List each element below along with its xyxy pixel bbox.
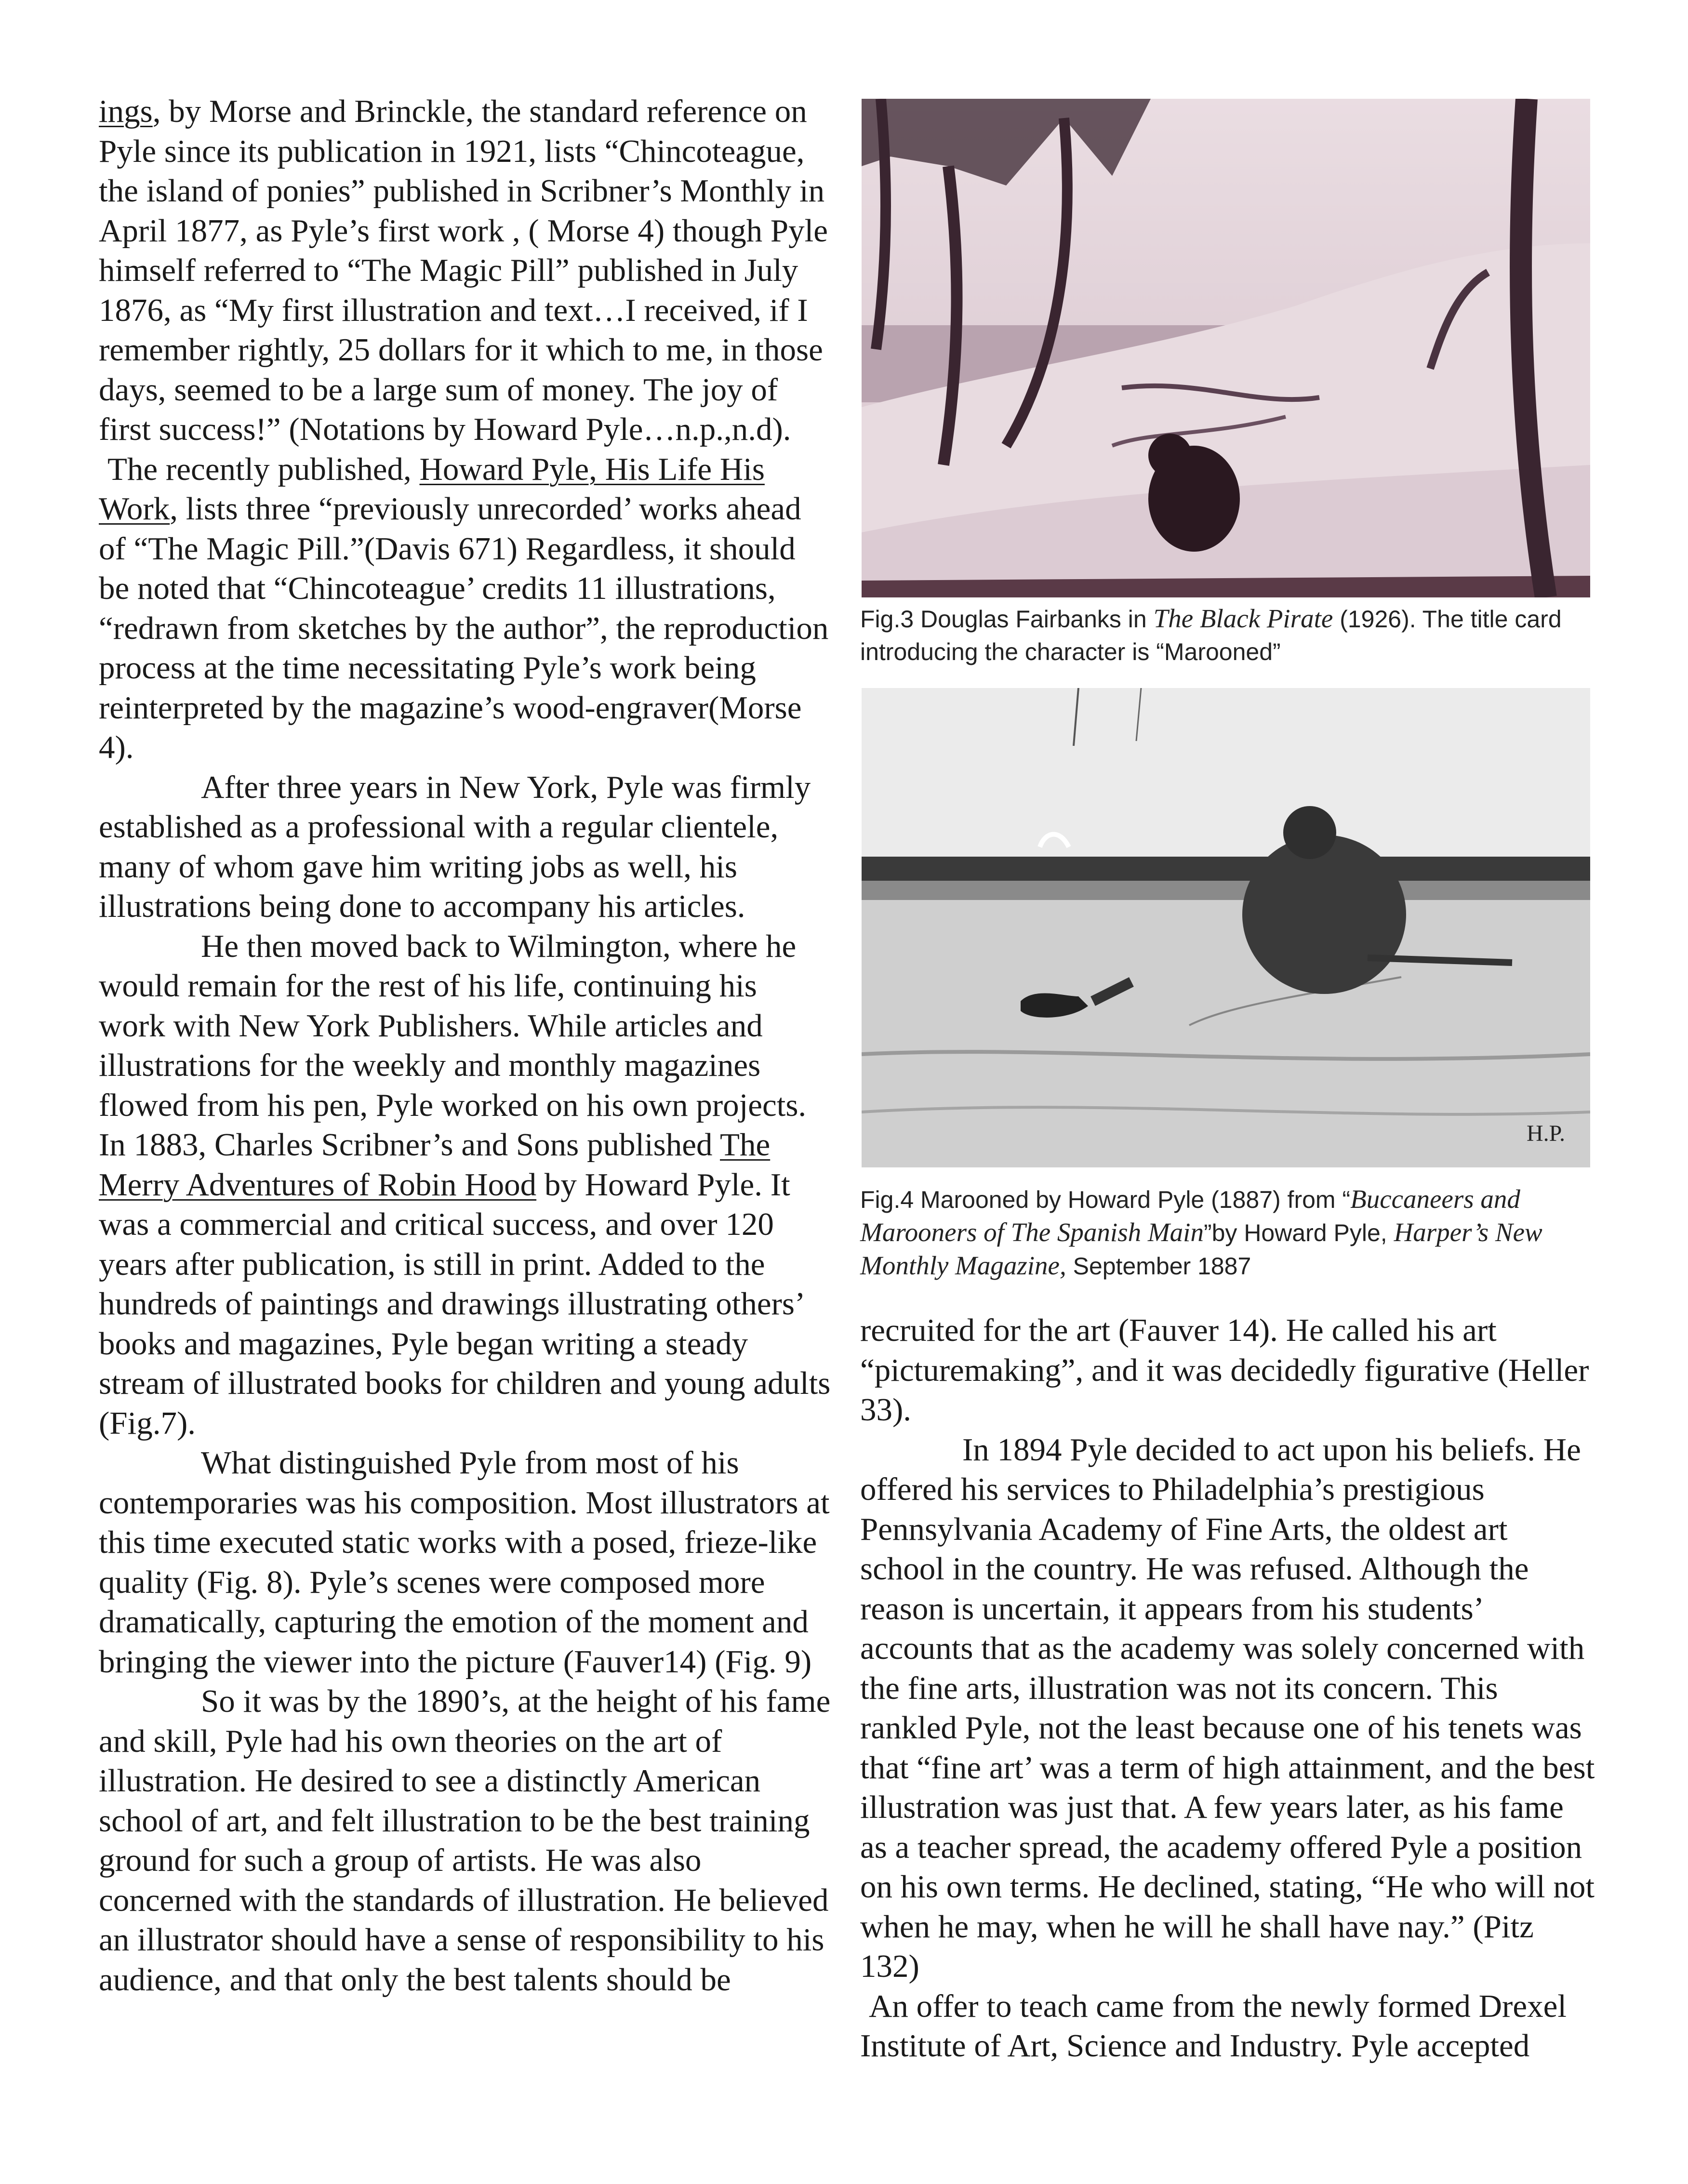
paragraph-5: What distinguished Pyle from most of his contemporaries was his composition. Most illustrators at this time executed static works with a posed, frieze-like quality (Fig. 8). Pyle’s scenes were composed more dramatically, capturing the emotion of the moment and bringing the viewer into the picture (Fauver14) (Fig. 9)	[99, 1445, 830, 1680]
right-text-column	[860, 1310, 1595, 2066]
underlined-word: ings	[99, 93, 153, 129]
paragraph-2: The recently published, Howard Pyle, His Life His Work, lists three “previously unrecorded’ works ahead of “The Magic Pill.”(Davis 671) Regardless, it should be noted that “Chincoteague’ credits 11 illustrations, “redrawn from sketches by the author”, the reproduction process at the time necessitating Pyle’s work being reinterpreted by the magazine’s wood-engraver(Morse 4).	[99, 451, 829, 765]
paragraph-9: An offer to teach came from the newly formed Drexel Institute of Art, Science and Industry. Pyle accepted	[860, 1988, 1567, 2064]
figure-4-engraving	[862, 688, 1590, 1167]
book-title-underlined: The Merry Adventures of Robin Hood	[99, 1127, 771, 1203]
figure-3-photo	[862, 99, 1590, 597]
marooned-film-still	[862, 99, 1590, 597]
book-title-underlined: Howard Pyle, His Life His Work	[99, 451, 765, 527]
paragraph-4: He then moved back to Wilmington, where he would remain for the rest of his life, continuing his work with New York Publishers. While articles and illustrations for the weekly and monthly magazines flowed from his pen, Pyle worked on his own projects. In 1883, Charles Scribner’s and Sons published The Merry Adventures of Robin Hood by Howard Pyle. It was a commercial and critical success, and over 120 years after publication, is still in print. Added to the hundreds of paintings and drawings illustrating others’ books and magazines, Pyle began writing a steady stream of illustrated books for children and young adults (Fig.7).	[99, 928, 831, 1441]
paragraph-1: ings, by Morse and Brinckle, the standard reference on Pyle since its publication in 1921, lists “Chincoteague, the island of ponies” published in Scribner’s Monthly in April 1877, as Pyle’s first work , ( Morse 4) though Pyle himself referred to “The Magic Pill” published in July 1876, as “My first illustration and text…I received, if I remember rightly, 25 dollars for it which to me, in those days, seemed to be a large sum of money. The joy of first success!” (Notations by Howard Pyle…n.p.,n.d).	[99, 93, 828, 447]
paragraph-6: So it was by the 1890’s, at the height of his fame and skill, Pyle had his own theories on the art of illustration. He desired to see a distinctly American school of art, and felt illustration to be the best training ground for such a group of artists. He was also concerned with the standards of illustration. He believed an illustrator should have a sense of responsibility to his audience, and that only the best talents should be	[99, 1683, 831, 1998]
marooned-engraving	[862, 688, 1590, 1167]
figure-4-caption: Fig.4 Marooned by Howard Pyle (1887) from “Buccaneers and Marooners of The Spanish Main”by Howard Pyle, Harper’s New Monthly Magazine, September 1887	[860, 1184, 1542, 1280]
paragraph-3: After three years in New York, Pyle was firmly established as a professional with a regular clientele, many of whom gave him writing jobs as well, his illustrations being done to accompany his articles.	[99, 769, 811, 924]
left-text-column	[99, 92, 831, 1999]
paragraph-7: recruited for the art (Fauver 14). He called his art “picturemaking”, and it was decidedly figurative (Heller 33).	[860, 1312, 1589, 1428]
paragraph-8: In 1894 Pyle decided to act upon his beliefs. He offered his services to Philadelphia’s prestigious Pennsylvania Academy of Fine Arts, the oldest art school in the country. He was refused. Although the reason is uncertain, it appears from his students’ accounts that as the academy was solely concerned with the fine arts, illustration was not its concern. This rankled Pyle, not the least because one of his tenets was that “fine art’ was a term of high attainment, and the best illustration was just that. A few years later, as his fame as a teacher spread, the academy offered Pyle a position on his own terms. He declined, stating, “He who will not when he may, when he will he shall have nay.” (Pitz 132)	[860, 1431, 1595, 1984]
figure-3-caption: Fig.3 Douglas Fairbanks in The Black Pirate (1926). The title card introducing the character is “Marooned”	[860, 604, 1562, 665]
svg-text:H.P.: H.P.	[1527, 1121, 1566, 1146]
